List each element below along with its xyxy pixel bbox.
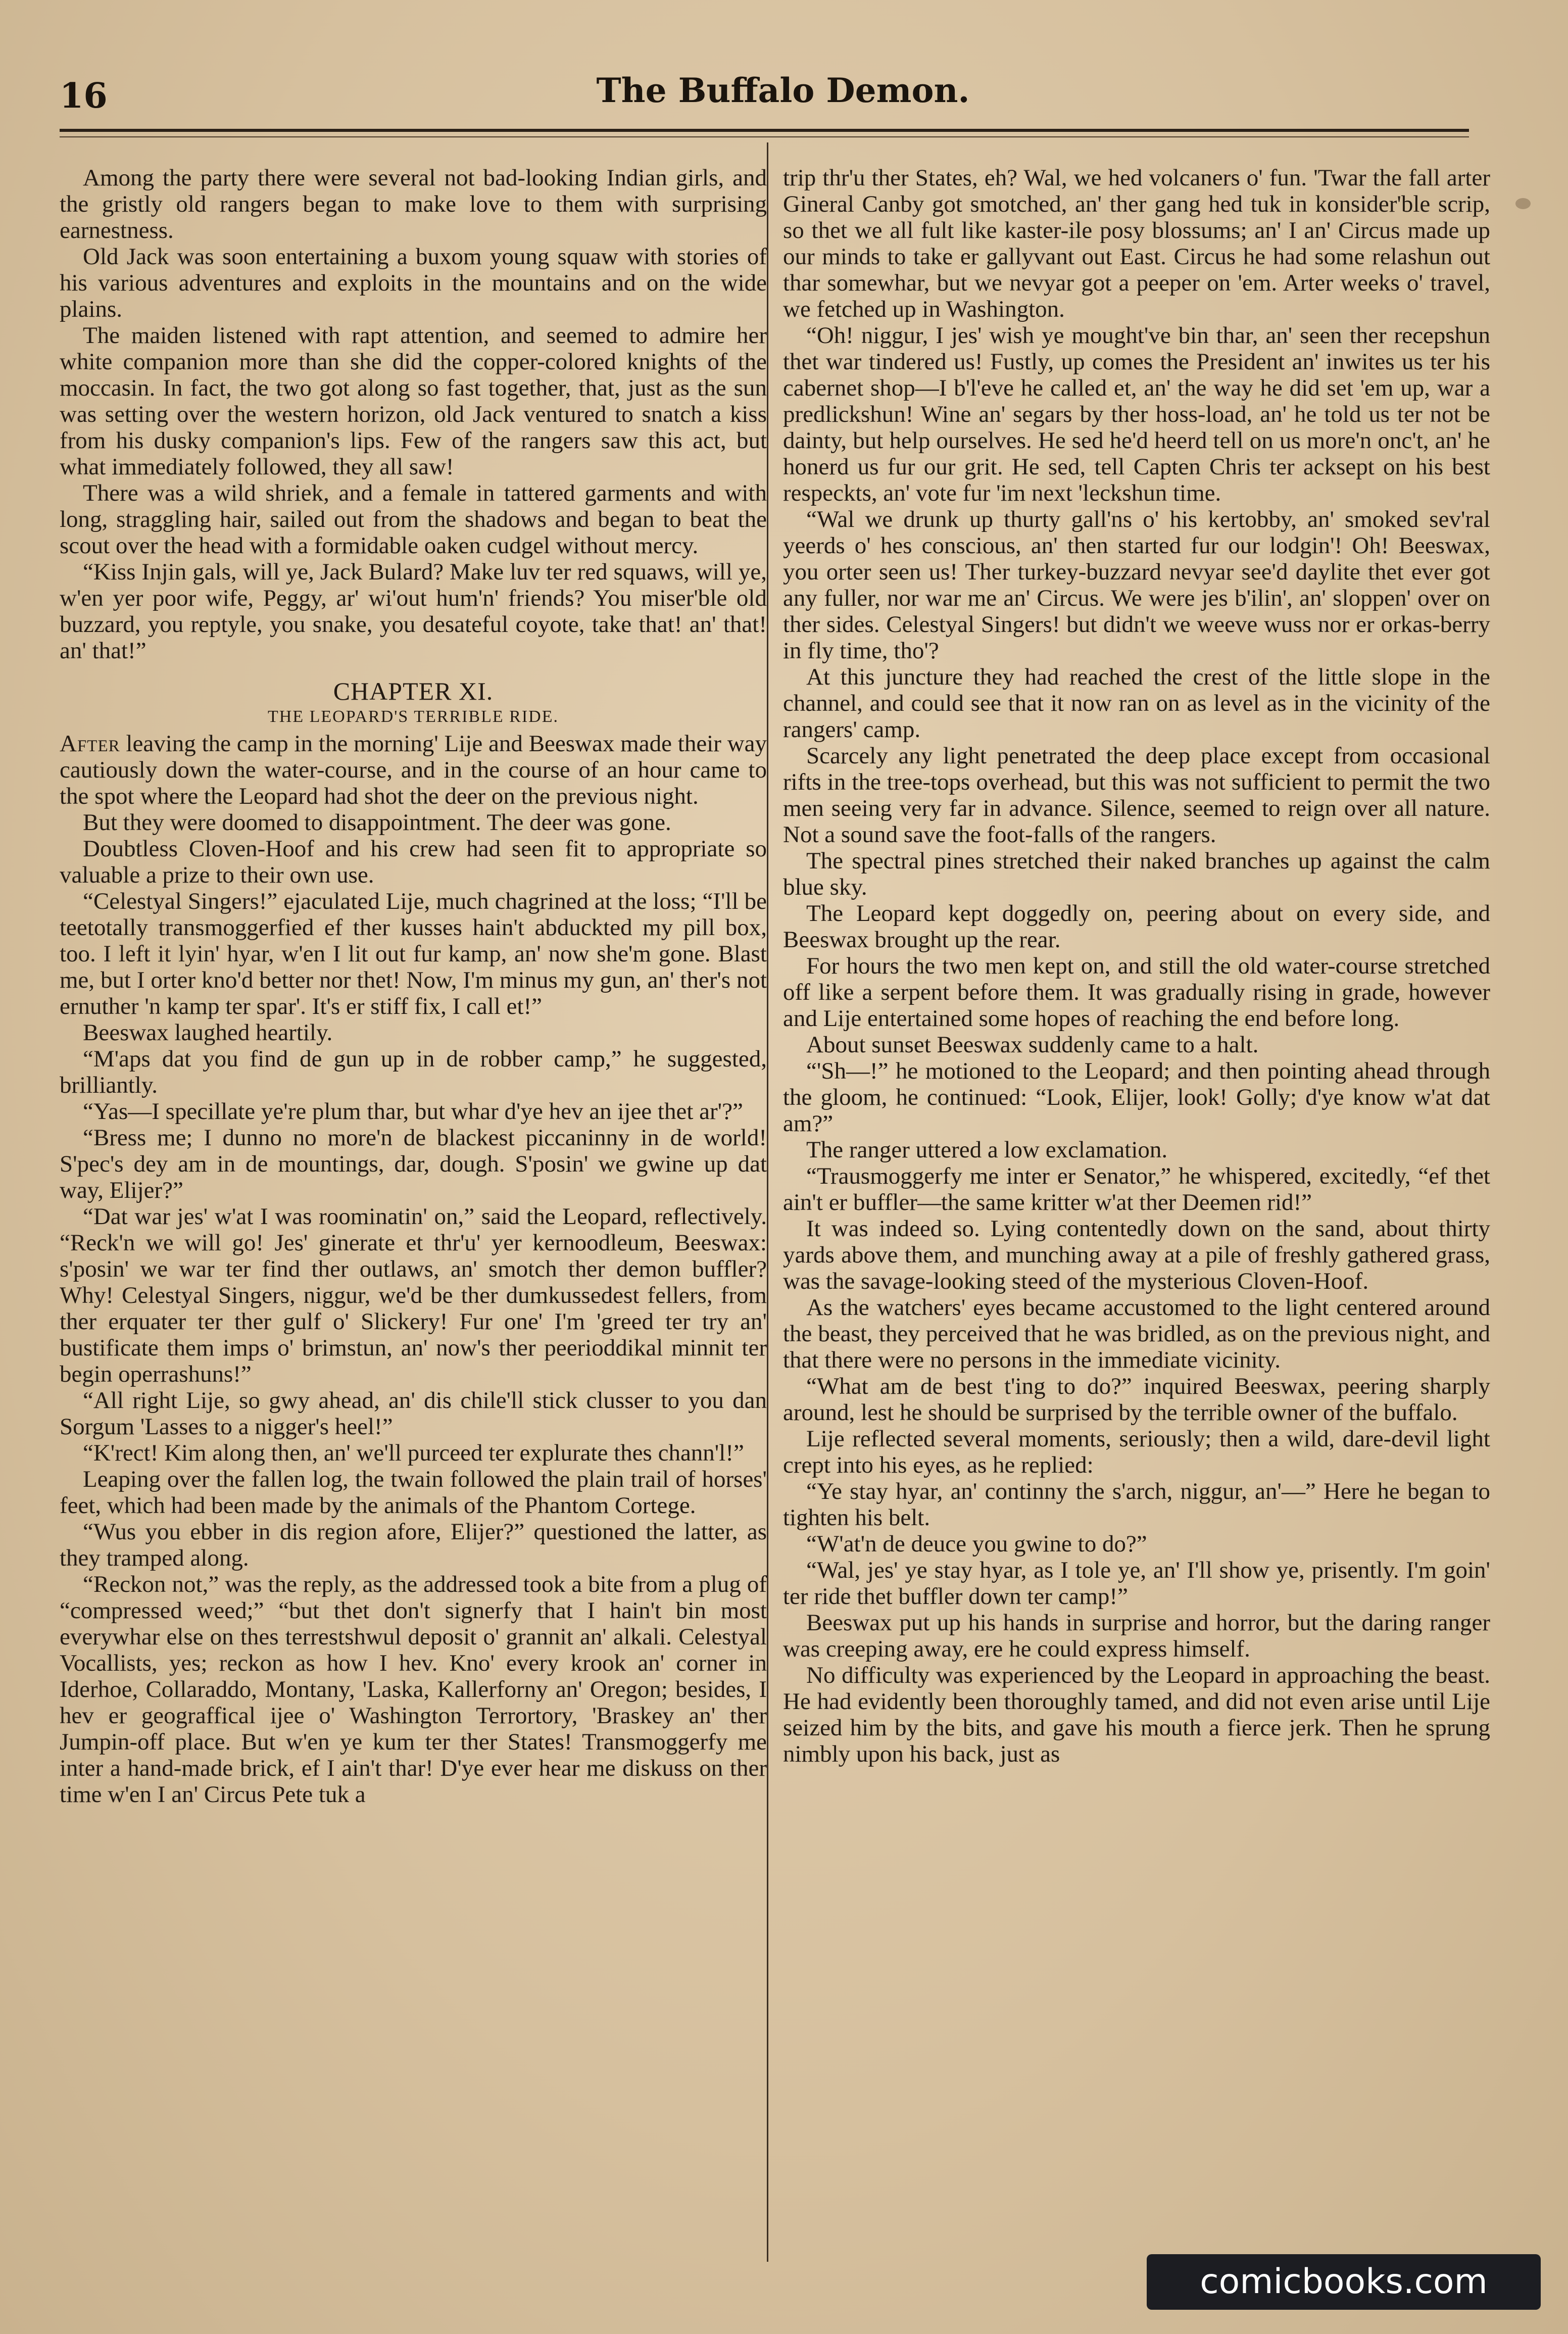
- paragraph: “W'at'n de deuce you gwine to do?”: [806, 1531, 1147, 1557]
- paragraph: But they were doomed to disappointment. The deer was gone.: [83, 809, 671, 836]
- right-column: [783, 165, 1490, 1767]
- paragraph: “'Sh—!” he motioned to the Leopard; and then pointing ahead through the gloom, he continued: “Look, Elijer, look! Golly; d'ye know w'at dat am?”: [783, 1058, 1490, 1137]
- paragraph: “Celestyal Singers!” ejaculated Lije, much chagrined at the loss; “I'll be teetotally transmoggerfied ef ther kusses hain't abduckted my pill box, too. I left it lyin' hyar, w'en I lit out fur kamp, an' now she'm gone. Blast me, but I orter kno'd better nor thet! Now, I'm minus my gun, an' ther's not ernuther 'n kamp ter spar'. It's er stiff fix, I call et!”: [60, 888, 767, 1019]
- page-number: 16: [60, 76, 108, 116]
- paragraph: “All right Lije, so gwy ahead, an' dis chile'll stick clusser to you dan Sorgum 'Lasses to a nigger's heel!”: [60, 1387, 767, 1440]
- paragraph: The maiden listened with rapt attention, and seemed to admire her white companion more than she did the copper-colored knights of the moccasin. In fact, the two got along so fast together, that, just as the sun was setting over the western horizon, old Jack ventured to snatch a kiss from his dusky companion's lips. Few of the rangers saw this act, but what immediately followed, they all saw!: [60, 322, 767, 480]
- paragraph: Scarcely any light penetrated the deep place except from occasional rifts in the tree-tops overhead, but this was not sufficient to permit the two men seeing very far in advance. Silence, seemed to reign over all nature. Not a sound save the foot-falls of the rangers.: [783, 743, 1490, 848]
- paragraph: Beeswax laughed heartily.: [83, 1019, 333, 1046]
- paragraph: “Kiss Injin gals, will ye, Jack Bulard? Make luv ter red squaws, will ye, w'en yer poor wife, Peggy, ar' wi'out hum'n' friends? You miser'ble old buzzard, you reptyle, you snake, you desateful coyote, take that! an' that! an' that!”: [60, 559, 767, 664]
- paragraph: No difficulty was experienced by the Leopard in approaching the beast. He had evidently been thoroughly tamed, and did not even arise until Lije seized him by the bits, and gave his mouth a fierce jerk. Then he sprung nimbly upon his back, just as: [783, 1662, 1490, 1767]
- ink-spot: [1515, 198, 1531, 209]
- paragraph: Old Jack was soon entertaining a buxom young squaw with stories of his various adventures and exploits in the mountains and on the wide plains.: [60, 244, 767, 322]
- paragraph: About sunset Beeswax suddenly came to a halt.: [806, 1032, 1259, 1058]
- left-column: [60, 165, 767, 1808]
- paragraph: “Bress me; I dunno no more'n de blackest piccaninny in de world! S'pec's dey am in de mountings, dar, dough. S'posin' we gwine up dat way, Elijer?”: [60, 1125, 767, 1203]
- paragraph: “Yas—I specillate ye're plum thar, but whar d'ye hev an ijee thet ar'?”: [83, 1098, 743, 1125]
- paragraph: “Wal, jes' ye stay hyar, as I tole ye, an' I'll show ye, prisently. I'm goin' ter ride thet buffler down ter camp!”: [783, 1557, 1490, 1610]
- paragraph: Among the party there were several not bad-looking Indian girls, and the gristly old rangers began to make love to them with surprising earnestness.: [60, 165, 767, 244]
- paragraph: “Wal we drunk up thurty gall'ns o' his kertobby, an' smoked sev'ral yeerds o' hes conscious, an' then started fur our lodgin'! Oh! Beeswax, you orter seen us! Ther turkey-buzzard nevyar see'd daylite thet ever got any fuller, nor war me an' Circus. We were jes b'ilin', an' sloppen' over on ther sides. Celestyal Singers! but didn't we weeve wuss nor er orkas-berry in fly time, tho'?: [783, 506, 1490, 664]
- paragraph: “Wus you ebber in dis region afore, Elijer?” questioned the latter, as they tramped along.: [60, 1519, 767, 1571]
- header-rule-thin: [60, 136, 1469, 137]
- paragraph: At this juncture they had reached the crest of the little slope in the channel, and could see that it now ran on as level as in the vicinity of the rangers' camp.: [783, 664, 1490, 743]
- paragraph: The Leopard kept doggedly on, peering about on every side, and Beeswax brought up the rear.: [783, 900, 1490, 953]
- chapter-first-rest: leaving the camp in the morning' Lije and Beeswax made their way cautiously down the water-course, and in the course of an hour came to the spot where the Leopard had shot the deer on the previous night.: [60, 731, 767, 809]
- chapter-subtitle: THE LEOPARD'S TERRIBLE RIDE.: [268, 707, 559, 726]
- paragraph: For hours the two men kept on, and still the old water-course stretched off like a serpent before them. It was gradually rising in grade, however and Lije entertained some hopes of reaching the end before long.: [783, 953, 1490, 1032]
- paragraph: The ranger uttered a low exclamation.: [806, 1137, 1168, 1163]
- chapter-first-word: After: [60, 731, 120, 757]
- paragraph: “Reckon not,” was the reply, as the addressed took a bite from a plug of “compressed weed;” “but thet don't signerfy that I hain't bin most everywhar else on thes terrestshwul deposit o' grannit an' alkali. Celestyal Vocallists, yes; reckon as how I hev. Kno' every krook an' corner in Iderhoe, Collaraddo, Montany, 'Laska, Kallerforny an' Oregon; besides, I hev er geograffical ijee o' Washington Terrortory, 'Braskey an' ther Jumpin-off place. But w'en ye kum ter ther States! Transmoggerfy me inter a hand-made brick, ef I ain't thar! D'ye ever hear me diskuss on ther time w'en I an' Circus Pete tuk a: [60, 1571, 767, 1808]
- paragraph: “Trausmoggerfy me inter er Senator,” he whispered, excitedly, “ef thet ain't er buffler—the same kritter w'at ther Deemen rid!”: [783, 1163, 1490, 1215]
- paragraph: Beeswax put up his hands in surprise and horror, but the daring ranger was creeping away, ere he could express himself.: [783, 1610, 1490, 1662]
- paragraph: “M'aps dat you find de gun up in de robber camp,” he suggested, brilliantly.: [60, 1046, 767, 1098]
- column-divider: [767, 142, 768, 2262]
- chapter-title: CHAPTER XI.: [333, 677, 494, 705]
- chapter-opening-paragraph: [60, 731, 767, 809]
- paragraph: It was indeed so. Lying contentedly down on the sand, about thirty yards above them, and munching away at a pile of freshly gathered grass, was the savage-looking steed of the mysterious Cloven-Hoof.: [783, 1215, 1490, 1294]
- header-rule: [60, 129, 1469, 132]
- paragraph: Doubtless Cloven-Hoof and his crew had seen fit to appropriate so valuable a prize to their own use.: [60, 836, 767, 888]
- paragraph: The spectral pines stretched their naked branches up against the calm blue sky.: [783, 848, 1490, 900]
- paragraph: “What am de best t'ing to do?” inquired Beeswax, peering sharply around, lest he should be surprised by the terrible owner of the buffalo.: [783, 1373, 1490, 1426]
- paragraph: “Dat war jes' w'at I was roominatin' on,” said the Leopard, reflectively. “Reck'n we will go! Jes' ginerate et thr'u' yer kernoodleum, Beeswax: s'posin' we war ter find ther outlaws, an' smotch ther demon buffler? Why! Celestyal Singers, niggur, we'd be ther dumkussedest fellers, from ther erquater ter ther gulf o' Slickery! Fur one' I'm 'greed ter try an' bustificate them imps o' brimstun, an' now's ther peerioddikal minnit ter begin operrashuns!”: [60, 1203, 767, 1387]
- paragraph: Lije reflected several moments, seriously; then a wild, dare-devil light crept into his eyes, as he replied:: [783, 1426, 1490, 1478]
- paragraph: “K'rect! Kim along then, an' we'll purceed ter explurate thes chann'l!”: [83, 1440, 744, 1466]
- paragraph: There was a wild shriek, and a female in tattered garments and with long, straggling hair, sailed out from the shadows and began to beat the scout over the head with a formidable oaken cudgel without mercy.: [60, 480, 767, 559]
- running-title: The Buffalo Demon.: [596, 71, 970, 110]
- paragraph: Leaping over the fallen log, the twain followed the plain trail of horses' feet, which had been made by the animals of the Phantom Cortege.: [60, 1466, 767, 1519]
- paragraph: As the watchers' eyes became accustomed to the light centered around the beast, they perceived that he was bridled, as on the previous night, and that there were no persons in the immediate vicinity.: [783, 1294, 1490, 1373]
- paragraph-continued: trip thr'u ther States, eh? Wal, we hed volcaners o' fun. 'Twar the fall arter Gineral Canby got smotched, an' ther gang hed tuk in konsider'ble scrip, so thet we all fult like kaster-ile posy blossums; an' I an' Circus made up our minds to take er gallyvant out East. Circus he had some relashun out thar somewhar, but we nevyar got a peeper on 'em. Arter weeks o' travel, we fetched up in Washington.: [783, 165, 1490, 322]
- site-watermark: comicbooks.com: [1147, 2254, 1541, 2310]
- paragraph: “Oh! niggur, I jes' wish ye mought've bin thar, an' seen ther recepshun thet war tindered us! Fustly, up comes the President an' inwites us ter his cabernet shop—I b'l'eve he called et, an' the way he did set 'em up, war a predlickshun! Wine an' segars by ther hoss-load, an' he told us ter not be dainty, but help ourselves. He sed he'd heerd tell on us more'n onc't, an' he honerd us fur our grit. He sed, tell Capten Chris ter acksept on his best respeckts, an' vote fur 'im next 'leckshun time.: [783, 322, 1490, 506]
- paragraph: “Ye stay hyar, an' continny the s'arch, niggur, an'—” Here he began to tighten his belt.: [783, 1478, 1490, 1531]
